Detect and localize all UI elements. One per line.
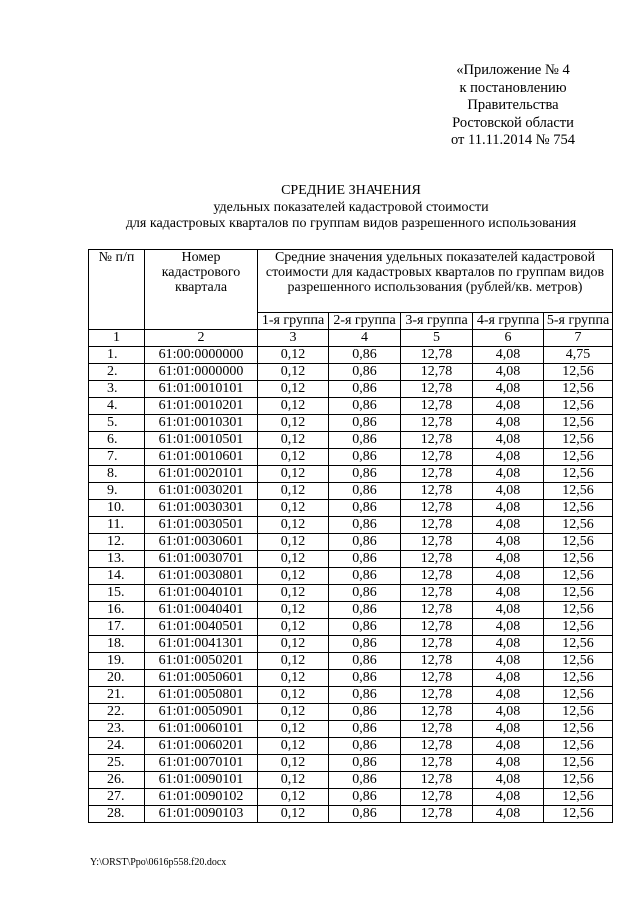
group-value: 4,08 <box>473 568 544 585</box>
table-body <box>89 347 613 823</box>
cadastral-number: 61:01:0090103 <box>145 806 258 823</box>
header-index-row <box>89 330 613 347</box>
cadastral-number: 61:01:0050201 <box>145 653 258 670</box>
table-row <box>89 449 613 466</box>
table-row <box>89 670 613 687</box>
group-value: 12,56 <box>544 772 613 789</box>
group-value: 0,12 <box>258 721 329 738</box>
row-number: 2. <box>89 364 145 381</box>
group-value: 4,08 <box>473 517 544 534</box>
cadastral-number: 61:01:0010201 <box>145 398 258 415</box>
header-group-1: 1-я группа <box>258 313 329 330</box>
row-number: 15. <box>89 585 145 602</box>
table-row <box>89 500 613 517</box>
group-value: 4,08 <box>473 347 544 364</box>
table-row <box>89 585 613 602</box>
group-value: 4,08 <box>473 619 544 636</box>
table-row <box>89 432 613 449</box>
table-row <box>89 687 613 704</box>
group-value: 12,56 <box>544 619 613 636</box>
group-value: 0,12 <box>258 534 329 551</box>
group-value: 4,08 <box>473 364 544 381</box>
row-number: 21. <box>89 687 145 704</box>
group-value: 0,86 <box>329 670 401 687</box>
group-value: 0,12 <box>258 670 329 687</box>
cadastral-number: 61:01:0030301 <box>145 500 258 517</box>
table-row <box>89 704 613 721</box>
group-value: 0,86 <box>329 347 401 364</box>
row-number: 26. <box>89 772 145 789</box>
cadastral-number: 61:01:0000000 <box>145 364 258 381</box>
group-value: 0,86 <box>329 619 401 636</box>
group-value: 0,12 <box>258 772 329 789</box>
group-value: 12,56 <box>544 466 613 483</box>
group-value: 0,86 <box>329 551 401 568</box>
group-value: 12,56 <box>544 415 613 432</box>
cadastral-number: 61:01:0030801 <box>145 568 258 585</box>
cadastral-number: 61:01:0020101 <box>145 466 258 483</box>
file-path: Y:\ORST\Ppo\0616p558.f20.docx <box>90 857 227 868</box>
group-value: 0,12 <box>258 789 329 806</box>
group-value: 0,12 <box>258 585 329 602</box>
group-value: 4,08 <box>473 755 544 772</box>
group-value: 0,86 <box>329 534 401 551</box>
group-value: 0,86 <box>329 415 401 432</box>
group-value: 4,08 <box>473 602 544 619</box>
row-number: 27. <box>89 789 145 806</box>
table-row <box>89 415 613 432</box>
table-row <box>89 398 613 415</box>
table-row <box>89 602 613 619</box>
cadastral-number: 61:01:0040101 <box>145 585 258 602</box>
group-value: 0,12 <box>258 500 329 517</box>
group-value: 12,56 <box>544 568 613 585</box>
row-number: 10. <box>89 500 145 517</box>
group-value: 12,56 <box>544 585 613 602</box>
group-value: 0,86 <box>329 398 401 415</box>
group-value: 0,86 <box>329 636 401 653</box>
group-value: 12,56 <box>544 687 613 704</box>
cadastral-number: 61:01:0060201 <box>145 738 258 755</box>
header-num: № п/п <box>89 250 145 330</box>
group-value: 0,12 <box>258 449 329 466</box>
group-value: 0,12 <box>258 551 329 568</box>
cadastral-number: 61:01:0030701 <box>145 551 258 568</box>
group-value: 0,86 <box>329 466 401 483</box>
group-value: 12,78 <box>401 466 473 483</box>
row-number: 6. <box>89 432 145 449</box>
row-number: 14. <box>89 568 145 585</box>
row-number: 25. <box>89 755 145 772</box>
column-index: 1 <box>89 330 145 347</box>
cadastral-number: 61:01:0040501 <box>145 619 258 636</box>
group-value: 4,08 <box>473 670 544 687</box>
group-value: 12,78 <box>401 636 473 653</box>
group-value: 12,56 <box>544 398 613 415</box>
table-row <box>89 534 613 551</box>
group-value: 0,86 <box>329 483 401 500</box>
group-value: 12,56 <box>544 534 613 551</box>
group-value: 4,08 <box>473 398 544 415</box>
group-value: 12,78 <box>401 534 473 551</box>
group-value: 0,12 <box>258 704 329 721</box>
cadastral-number: 61:01:0010601 <box>145 449 258 466</box>
group-value: 4,08 <box>473 551 544 568</box>
table-row <box>89 347 613 364</box>
group-value: 12,56 <box>544 789 613 806</box>
header-group-3: 3-я группа <box>401 313 473 330</box>
group-value: 4,75 <box>544 347 613 364</box>
table-row <box>89 789 613 806</box>
group-value: 4,08 <box>473 806 544 823</box>
row-number: 23. <box>89 721 145 738</box>
document-title <box>90 183 612 233</box>
group-value: 4,08 <box>473 636 544 653</box>
cadastral-number: 61:01:0030501 <box>145 517 258 534</box>
group-value: 0,86 <box>329 568 401 585</box>
table-row <box>89 806 613 823</box>
group-value: 0,12 <box>258 517 329 534</box>
group-value: 12,78 <box>401 619 473 636</box>
header-groups-caption: Средние значения удельных показателей кадастровой стоимости для кадастровых кварталов по группам видов разрешенного использования (рублей/кв. метров) <box>258 250 613 313</box>
row-number: 5. <box>89 415 145 432</box>
table-row <box>89 772 613 789</box>
group-value: 4,08 <box>473 449 544 466</box>
cadastral-number: 61:01:0030601 <box>145 534 258 551</box>
column-index: 2 <box>145 330 258 347</box>
row-number: 7. <box>89 449 145 466</box>
group-value: 0,12 <box>258 755 329 772</box>
appendix-line: от 11.11.2014 № 754 <box>450 132 576 148</box>
row-number: 8. <box>89 466 145 483</box>
group-value: 12,78 <box>401 568 473 585</box>
group-value: 0,86 <box>329 585 401 602</box>
group-value: 0,12 <box>258 568 329 585</box>
header-group-2: 2-я группа <box>329 313 401 330</box>
column-index: 7 <box>544 330 613 347</box>
table-row <box>89 619 613 636</box>
group-value: 0,12 <box>258 602 329 619</box>
group-value: 0,12 <box>258 364 329 381</box>
group-value: 12,56 <box>544 449 613 466</box>
title-heading: СРЕДНИЕ ЗНАЧЕНИЯ <box>281 183 421 198</box>
group-value: 4,08 <box>473 721 544 738</box>
group-value: 12,56 <box>544 704 613 721</box>
group-value: 12,56 <box>544 364 613 381</box>
group-value: 12,78 <box>401 398 473 415</box>
table-row <box>89 483 613 500</box>
row-number: 20. <box>89 670 145 687</box>
group-value: 0,12 <box>258 398 329 415</box>
table-row <box>89 721 613 738</box>
group-value: 12,56 <box>544 517 613 534</box>
group-value: 4,08 <box>473 789 544 806</box>
column-index: 3 <box>258 330 329 347</box>
cadastral-number: 61:01:0060101 <box>145 721 258 738</box>
row-number: 12. <box>89 534 145 551</box>
group-value: 0,86 <box>329 772 401 789</box>
group-value: 12,78 <box>401 789 473 806</box>
values-table <box>88 249 613 823</box>
row-number: 1. <box>89 347 145 364</box>
group-value: 12,56 <box>544 755 613 772</box>
title-line: для кадастровых кварталов по группам видов разрешенного использования <box>125 216 577 231</box>
group-value: 0,86 <box>329 721 401 738</box>
column-index: 6 <box>473 330 544 347</box>
group-value: 4,08 <box>473 585 544 602</box>
group-value: 4,08 <box>473 381 544 398</box>
group-value: 12,78 <box>401 653 473 670</box>
appendix-line: «Приложение № 4 <box>456 62 570 78</box>
row-number: 28. <box>89 806 145 823</box>
column-index: 4 <box>329 330 401 347</box>
group-value: 12,78 <box>401 500 473 517</box>
cadastral-number: 61:01:0041301 <box>145 636 258 653</box>
group-value: 0,12 <box>258 381 329 398</box>
group-value: 12,56 <box>544 636 613 653</box>
appendix-line: Правительства <box>467 97 559 113</box>
group-value: 4,08 <box>473 738 544 755</box>
group-value: 4,08 <box>473 500 544 517</box>
cadastral-number: 61:01:0070101 <box>145 755 258 772</box>
row-number: 22. <box>89 704 145 721</box>
group-value: 12,56 <box>544 738 613 755</box>
group-value: 0,12 <box>258 415 329 432</box>
row-number: 16. <box>89 602 145 619</box>
group-value: 0,86 <box>329 517 401 534</box>
group-value: 12,78 <box>401 517 473 534</box>
group-value: 12,56 <box>544 653 613 670</box>
group-value: 4,08 <box>473 415 544 432</box>
group-value: 0,86 <box>329 806 401 823</box>
appendix-line: Ростовской области <box>452 114 574 131</box>
group-value: 12,56 <box>544 551 613 568</box>
group-value: 12,56 <box>544 670 613 687</box>
group-value: 12,78 <box>401 483 473 500</box>
header-cadastral-number: Номер кадастрового квартала <box>145 250 258 330</box>
cadastral-number: 61:00:0000000 <box>145 347 258 364</box>
table-row <box>89 636 613 653</box>
group-value: 12,78 <box>401 432 473 449</box>
row-number: 9. <box>89 483 145 500</box>
group-value: 0,12 <box>258 432 329 449</box>
group-value: 0,12 <box>258 636 329 653</box>
group-value: 0,86 <box>329 755 401 772</box>
group-value: 12,78 <box>401 449 473 466</box>
group-value: 0,12 <box>258 619 329 636</box>
group-value: 0,86 <box>329 687 401 704</box>
cadastral-number: 61:01:0010101 <box>145 381 258 398</box>
group-value: 12,78 <box>401 687 473 704</box>
group-value: 0,12 <box>258 347 329 364</box>
row-number: 13. <box>89 551 145 568</box>
cadastral-number: 61:01:0090101 <box>145 772 258 789</box>
group-value: 12,78 <box>401 381 473 398</box>
group-value: 0,86 <box>329 500 401 517</box>
table-row <box>89 568 613 585</box>
group-value: 12,78 <box>401 415 473 432</box>
group-value: 12,56 <box>544 381 613 398</box>
table-row <box>89 738 613 755</box>
group-value: 0,86 <box>329 449 401 466</box>
group-value: 4,08 <box>473 704 544 721</box>
group-value: 12,78 <box>401 772 473 789</box>
group-value: 0,86 <box>329 789 401 806</box>
appendix-block <box>438 62 588 150</box>
group-value: 4,08 <box>473 534 544 551</box>
group-value: 12,78 <box>401 755 473 772</box>
row-number: 3. <box>89 381 145 398</box>
group-value: 12,78 <box>401 721 473 738</box>
group-value: 4,08 <box>473 483 544 500</box>
group-value: 4,08 <box>473 772 544 789</box>
table-row <box>89 381 613 398</box>
group-value: 0,12 <box>258 466 329 483</box>
cadastral-number: 61:01:0050601 <box>145 670 258 687</box>
row-number: 4. <box>89 398 145 415</box>
group-value: 4,08 <box>473 687 544 704</box>
appendix-line: к постановлению <box>459 79 567 96</box>
group-value: 0,12 <box>258 806 329 823</box>
group-value: 12,78 <box>401 738 473 755</box>
header-group-4: 4-я группа <box>473 313 544 330</box>
group-value: 4,08 <box>473 466 544 483</box>
header-group-5: 5-я группа <box>544 313 613 330</box>
cadastral-number: 61:01:0050801 <box>145 687 258 704</box>
group-value: 12,56 <box>544 806 613 823</box>
column-index: 5 <box>401 330 473 347</box>
table-row <box>89 653 613 670</box>
group-value: 12,78 <box>401 806 473 823</box>
group-value: 0,86 <box>329 704 401 721</box>
group-value: 0,12 <box>258 483 329 500</box>
group-value: 12,56 <box>544 602 613 619</box>
cadastral-number: 61:01:0090102 <box>145 789 258 806</box>
group-value: 0,12 <box>258 687 329 704</box>
table-row <box>89 755 613 772</box>
group-value: 0,86 <box>329 602 401 619</box>
group-value: 4,08 <box>473 432 544 449</box>
group-value: 12,78 <box>401 704 473 721</box>
group-value: 12,56 <box>544 721 613 738</box>
row-number: 11. <box>89 517 145 534</box>
row-number: 19. <box>89 653 145 670</box>
group-value: 12,56 <box>544 500 613 517</box>
table-row <box>89 364 613 381</box>
group-value: 0,12 <box>258 738 329 755</box>
group-value: 12,56 <box>544 432 613 449</box>
table-row <box>89 466 613 483</box>
group-value: 4,08 <box>473 653 544 670</box>
group-value: 12,56 <box>544 483 613 500</box>
cadastral-number: 61:01:0050901 <box>145 704 258 721</box>
group-value: 0,86 <box>329 432 401 449</box>
row-number: 18. <box>89 636 145 653</box>
cadastral-number: 61:01:0010301 <box>145 415 258 432</box>
group-value: 12,78 <box>401 347 473 364</box>
group-value: 0,86 <box>329 381 401 398</box>
row-number: 17. <box>89 619 145 636</box>
group-value: 12,78 <box>401 551 473 568</box>
table-row <box>89 517 613 534</box>
group-value: 0,86 <box>329 653 401 670</box>
row-number: 24. <box>89 738 145 755</box>
group-value: 12,78 <box>401 585 473 602</box>
group-value: 12,78 <box>401 364 473 381</box>
cadastral-number: 61:01:0030201 <box>145 483 258 500</box>
cadastral-number: 61:01:0040401 <box>145 602 258 619</box>
group-value: 0,86 <box>329 364 401 381</box>
group-value: 0,12 <box>258 653 329 670</box>
table-row <box>89 551 613 568</box>
title-line: удельных показателей кадастровой стоимости <box>213 199 489 215</box>
group-value: 12,78 <box>401 670 473 687</box>
cadastral-number: 61:01:0010501 <box>145 432 258 449</box>
group-value: 12,78 <box>401 602 473 619</box>
group-value: 0,86 <box>329 738 401 755</box>
